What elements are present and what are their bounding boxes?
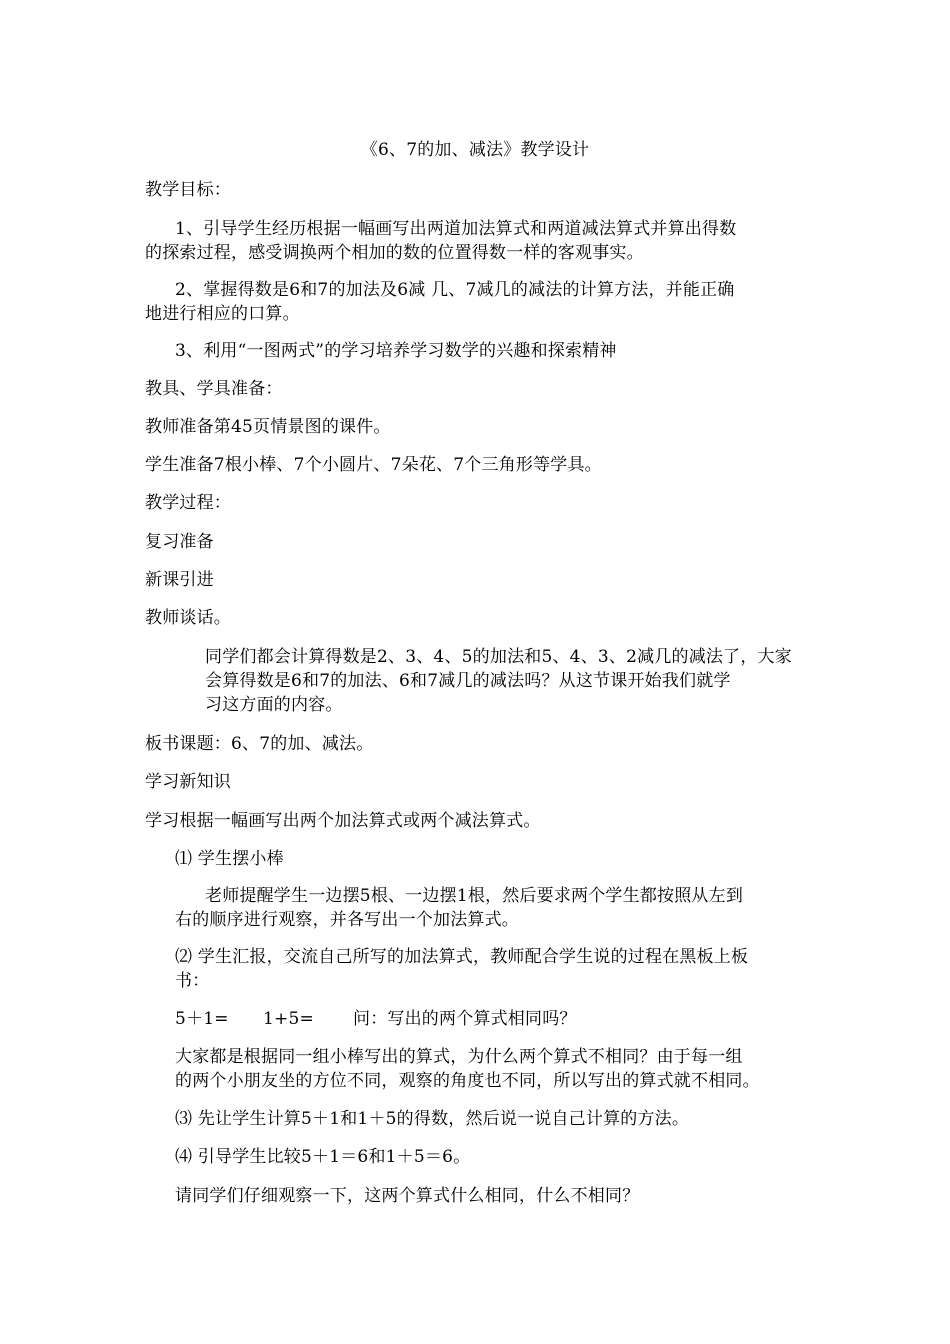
heading-process: 教学过程： xyxy=(145,493,231,513)
step-1-detail-line-2: 右的顺序进行观察，并各写出一个加法算式。 xyxy=(175,910,519,930)
talk-line-3: 习这方面的内容。 xyxy=(205,695,343,715)
learn-new-heading: 学习新知识 xyxy=(145,772,231,792)
goal-2-line-1: 2、掌握得数是6和7的加法及6减 几、7减几的减法的计算方法，并能正确 xyxy=(175,280,735,300)
explain-line-1: 大家都是根据同一组小棒写出的算式，为什么两个算式不相同？由于每一组 xyxy=(175,1047,743,1067)
board-title: 板书课题：6、7的加、减法。 xyxy=(145,734,374,754)
talk-line-1: 同学们都会计算得数是2、3、4、5的加法和5、4、3、2减几的减法了，大家 xyxy=(205,647,792,667)
equation-2: 1+5= xyxy=(263,1009,314,1029)
talk-line-2: 会算得数是6和7的加法、6和7减几的减法吗？从这节课开始我们就学 xyxy=(205,671,731,691)
new-lesson-section: 新课引进 xyxy=(145,570,214,590)
heading-materials: 教具、学具准备： xyxy=(145,379,283,399)
learn-intro: 学习根据一幅画写出两个加法算式或两个减法算式。 xyxy=(145,811,541,831)
goal-3: 3、利用“一图两式”的学习培养学习数学的兴趣和探索精神 xyxy=(175,341,617,361)
step-2-line-2: 书： xyxy=(175,971,210,991)
step-3: ⑶ 先让学生计算5＋1和1＋5的得数，然后说一说自己计算的方法。 xyxy=(175,1109,690,1129)
explain-line-2: 的两个小朋友坐的方位不同，观察的角度也不同，所以写出的算式就不相同。 xyxy=(175,1071,760,1091)
step-1-detail-line-1: 老师提醒学生一边摆5根、一边摆1根，然后要求两个学生都按照从左到 xyxy=(205,886,744,906)
teacher-talk-heading: 教师谈话。 xyxy=(145,608,231,628)
heading-goals: 教学目标： xyxy=(145,180,231,200)
goal-1-line-1: 1、引导学生经历根据一幅画写出两道加法算式和两道减法算式并算出得数 xyxy=(175,219,737,239)
materials-teacher: 教师准备第45页情景图的课件。 xyxy=(145,417,391,437)
materials-student: 学生准备7根小棒、7个小圆片、7朵花、7个三角形等学具。 xyxy=(145,455,602,475)
review-section: 复习准备 xyxy=(145,532,214,552)
equation-question: 问：写出的两个算式相同吗？ xyxy=(353,1009,577,1029)
observe-question: 请同学们仔细观察一下，这两个算式什么相同，什么不相同？ xyxy=(175,1186,640,1206)
equation-1: 5＋1= xyxy=(175,1009,229,1029)
goal-2-line-2: 地进行相应的口算。 xyxy=(145,304,300,324)
step-1: ⑴ 学生摆小棒 xyxy=(175,849,284,869)
step-4: ⑷ 引导学生比较5＋1＝6和1＋5＝6。 xyxy=(175,1147,471,1167)
document-title: 《6、7的加、减法》教学设计 xyxy=(360,140,590,160)
goal-1-line-2: 的探索过程，感受调换两个相加的数的位置得数一样的客观事实。 xyxy=(145,243,644,263)
step-2-line-1: ⑵ 学生汇报，交流自己所写的加法算式，教师配合学生说的过程在黑板上板 xyxy=(175,947,749,967)
